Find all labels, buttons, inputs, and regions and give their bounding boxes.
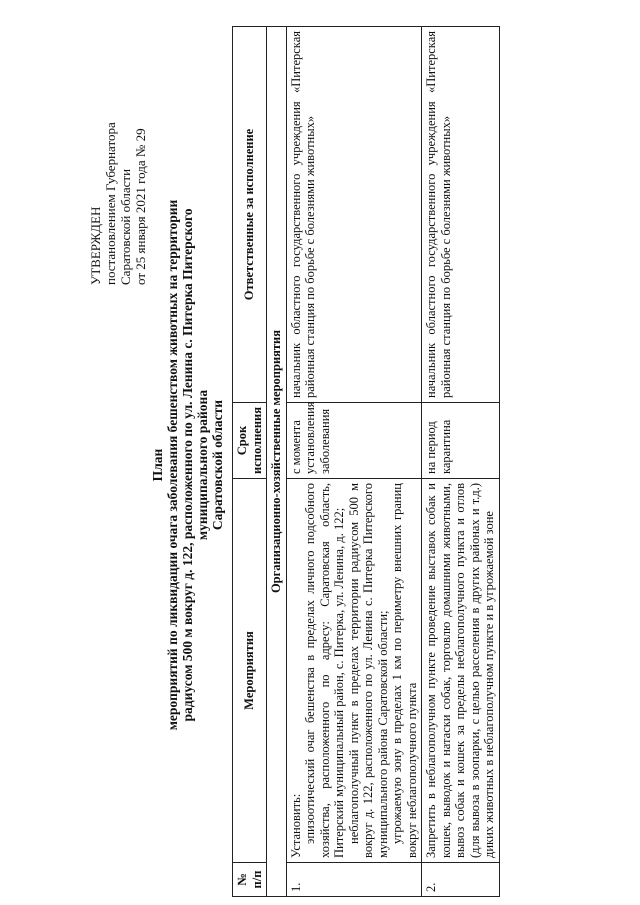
approval-line: от 25 января 2021 года № 29: [133, 128, 148, 285]
header-responsible: Ответственные за исполнение: [233, 27, 267, 403]
title-line: Саратовской области: [210, 399, 225, 531]
measure-paragraph: неблагополучный пункт в пределах территории радиусом 500 м вокруг д. 122, расположенного по ул. Ленина с. Питерка Питерского муниципального района Саратовской области;: [346, 483, 390, 858]
measures-table: [232, 26, 500, 897]
table-row: [422, 27, 500, 897]
row-num: 1.: [286, 863, 422, 897]
title-line: План: [150, 448, 165, 482]
approval-stamp: [88, 25, 148, 285]
row-responsible: начальник областного государственного учреждения «Питерская районная станция по борьбе с болезнями животных»: [286, 27, 422, 403]
row-responsible: начальник областного государственного учреждения «Питерская районная станция по борьбе с болезнями животных»: [422, 27, 500, 403]
header-term: Срок исполнения: [233, 403, 267, 479]
approval-line: УТВЕРЖДЕН: [88, 206, 103, 285]
row-measures: [286, 479, 422, 863]
table-row: [286, 27, 422, 897]
row-term: на период карантина: [422, 403, 500, 479]
title-line: мероприятий по ликвидации очага заболевания бешенством животных на территории: [165, 199, 180, 731]
row-term: с момента установления заболевания: [286, 403, 422, 479]
header-measures: Мероприятия: [233, 479, 267, 863]
measure-paragraph: эпизоотический очаг бешенства в пределах личного подсобного хозяйства, расположенного по адресу: Саратовская область, Питерский муниципальный район, с. Питерка, ул. Ленина, д. 122;: [303, 483, 346, 858]
table-header-row: [233, 27, 267, 897]
row-measures: Запретить в неблагополучном пункте проведение выставок собак и кошек, выводок и натаски собак, торговлю домашними животными, вывоз собак и кошек за пределы неблагополучного пункта и отлов (для вывоза в зоопарки, с целью расселения в других районах и т.д.) диких животных в неблагополучном пункте и в угрожаемой зоне: [422, 479, 500, 863]
approval-line: Саратовской области: [118, 168, 133, 285]
header-num: № п/п: [233, 863, 267, 897]
measure-intro: Установить:: [288, 793, 303, 858]
approval-line: постановлением Губернатора: [103, 122, 118, 285]
section-row: [267, 27, 287, 897]
measure-paragraph: угрожаемую зону в пределах 1 км по периметру внешних границ вокруг неблагополучного пункта: [390, 483, 419, 858]
section-title: Организационно-хозяйственные мероприятия: [267, 27, 287, 897]
document-title: [150, 165, 225, 765]
row-num: 2.: [422, 863, 500, 897]
title-line: радиусом 500 м вокруг д. 122, расположенного по ул. Ленина с. Питерка Питерского муниципального района: [180, 208, 210, 722]
